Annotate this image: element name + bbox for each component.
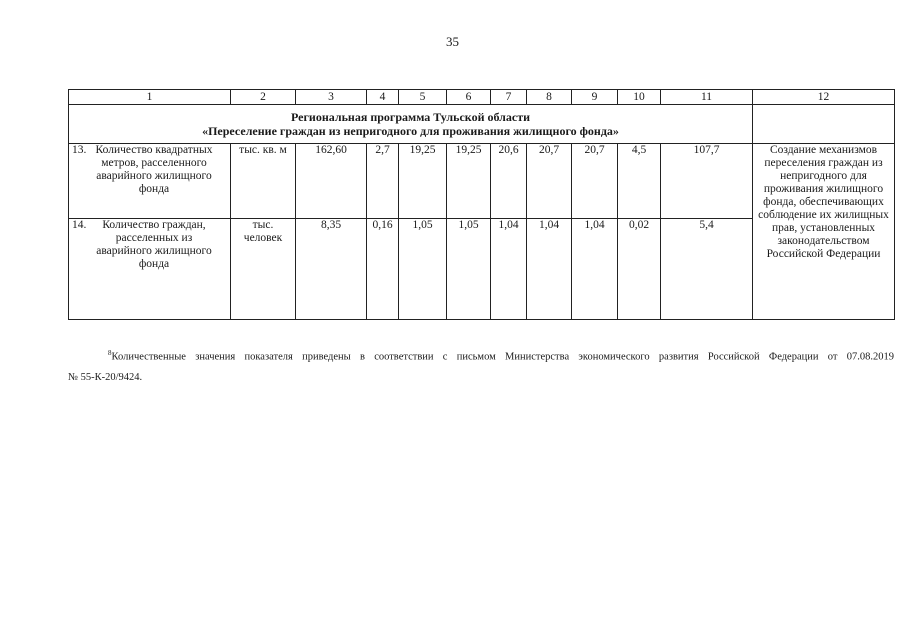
program-title-empty-cell xyxy=(753,105,895,144)
row-number: 13. xyxy=(72,144,87,156)
footnote xyxy=(68,343,894,388)
value-cell: 0,16 xyxy=(367,219,399,320)
indicators-table xyxy=(68,89,895,320)
column-header: 10 xyxy=(618,90,661,105)
program-title xyxy=(69,105,753,144)
value-cell: 107,7 xyxy=(661,144,753,219)
program-title-line1: Региональная программа Тульской области xyxy=(290,110,531,124)
indicator-name: Количество граждан, расселенных из аварийного жилищного фонда xyxy=(96,219,212,270)
column-header: 11 xyxy=(661,90,753,105)
column-header: 8 xyxy=(527,90,572,105)
indicator-name-cell xyxy=(69,219,231,320)
value-cell: 4,5 xyxy=(618,144,661,219)
column-header: 7 xyxy=(491,90,527,105)
row-number: 14. xyxy=(72,219,87,231)
value-cell: 20,7 xyxy=(527,144,572,219)
value-cell: 5,4 xyxy=(661,219,753,320)
indicator-name: Количество квадратных метров, расселенного аварийного жилищного фонда xyxy=(95,144,213,195)
table-row xyxy=(69,144,895,219)
value-cell: 162,60 xyxy=(296,144,367,219)
program-title-row xyxy=(69,105,895,144)
value-cell: 19,25 xyxy=(447,144,491,219)
value-cell: 8,35 xyxy=(296,219,367,320)
value-cell: 0,02 xyxy=(618,219,661,320)
value-cell: 2,7 xyxy=(367,144,399,219)
column-header: 4 xyxy=(367,90,399,105)
program-title-line2: «Переселение граждан из непригодного для проживания жилищного фонда» xyxy=(202,124,619,138)
value-cell: 1,04 xyxy=(572,219,618,320)
value-cell: 19,25 xyxy=(399,144,447,219)
column-header: 1 xyxy=(69,90,231,105)
page-number: 35 xyxy=(446,34,459,49)
footnote-line2: № 55-К-20/9424. xyxy=(68,371,143,383)
indicator-name-cell xyxy=(69,144,231,219)
column-header: 5 xyxy=(399,90,447,105)
unit-cell: тыс. кв. м xyxy=(231,144,296,219)
footnote-line1 xyxy=(68,343,894,368)
value-cell: 1,05 xyxy=(399,219,447,320)
column-header: 6 xyxy=(447,90,491,105)
value-cell: 1,05 xyxy=(447,219,491,320)
unit-cell: тыс. человек xyxy=(231,219,296,320)
column-header: 9 xyxy=(572,90,618,105)
column-header: 3 xyxy=(296,90,367,105)
footnote-mark: 8 xyxy=(108,349,112,357)
value-cell: 1,04 xyxy=(527,219,572,320)
value-cell: 20,6 xyxy=(491,144,527,219)
goal-cell: Создание механизмов переселения граждан из непригодного для проживания жилищного фонда, обеспечивающих соблюдение их жилищных прав, установленных законодательством Российской Федерации xyxy=(753,144,895,320)
value-cell: 1,04 xyxy=(491,219,527,320)
footnote-text: Количественные значения показателя приведены в соответствии с письмом Министерства экономического развития Российской Федерации от 07.08.2019 xyxy=(111,351,894,363)
column-number-row xyxy=(69,90,895,105)
column-header: 12 xyxy=(753,90,895,105)
value-cell: 20,7 xyxy=(572,144,618,219)
column-header: 2 xyxy=(231,90,296,105)
